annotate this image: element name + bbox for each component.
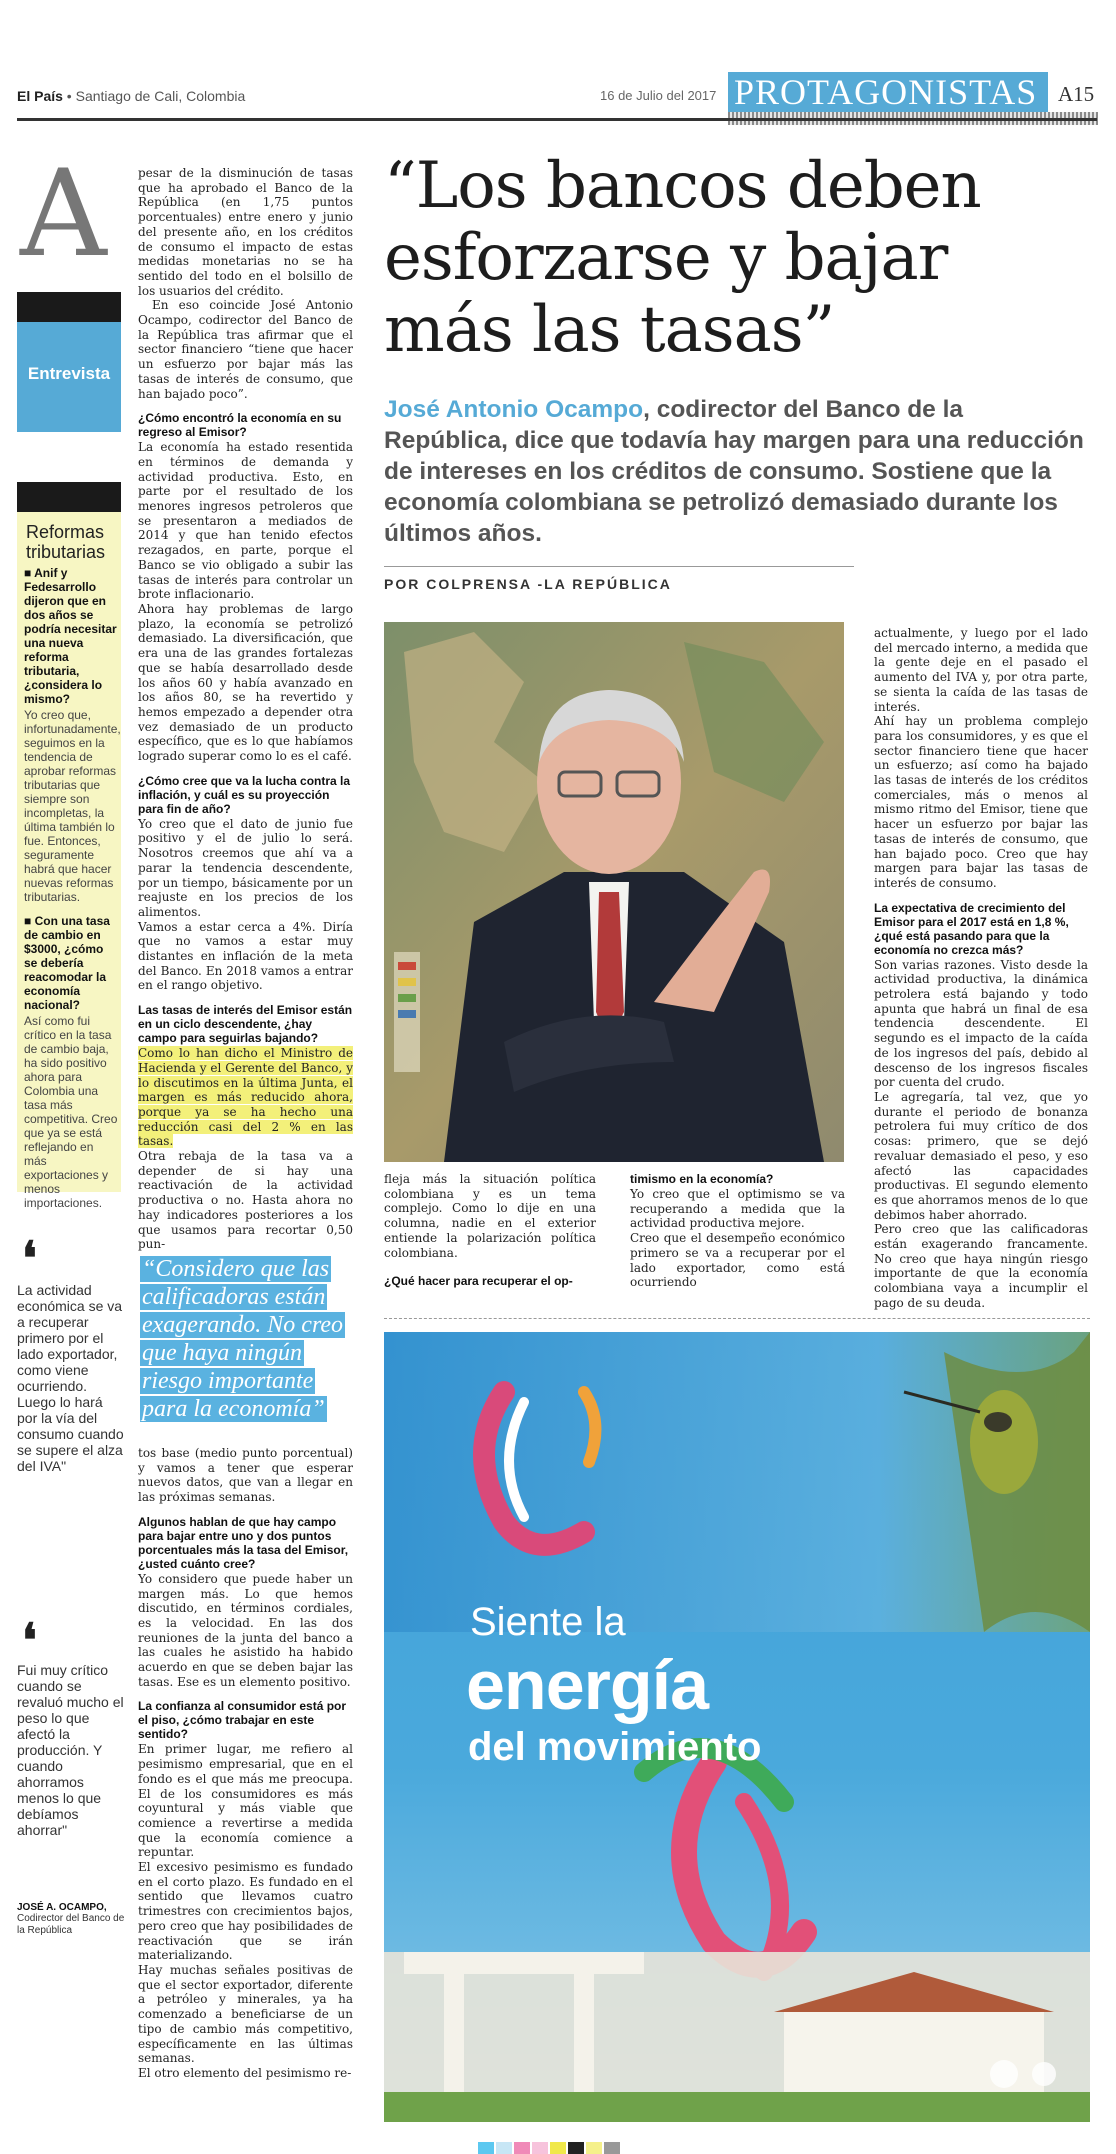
question: ¿Cómo cree que va la lucha contra la inflación, y cuál es su proyección para fin de año? xyxy=(138,773,351,816)
section-letter: A xyxy=(20,145,107,284)
column-4 xyxy=(874,626,1088,1311)
pull-quote-text: “Considero que las calificadoras están exagerando. No creo que haya ningún riesgo importante para la economía” xyxy=(142,1256,344,1422)
question: Las tasas de interés del Emisor están en un ciclo descendente, ¿hay campo para seguirlas bajando? xyxy=(138,1003,353,1046)
highlighted-answer: Como lo han dicho el Ministro de Hacienda y el Gerente del Banco, y lo discutimos en la última Junta, el margen es más reducido ahora, porque ya se ha hecho una reducción casi del 2 % en las tasas. xyxy=(138,1046,353,1149)
answer: tos base (medio punto porcentual) y vamos a tener que esperar nuevos datos, que van a llegar en las próximas semanas. xyxy=(138,1446,353,1505)
paragraph: fleja más la situación política colombiana y es un tema complejo. Como lo dije en una columna, nadie en el exterior entiende la polarización política colombiana. xyxy=(384,1172,596,1260)
sidebar-answer: Yo creo que, infortunadamente, seguimos en la tendencia de aprobar reformas tributarias que siempre son incompletas, la última también lo fue. Entonces, seguramente habrá que hacer nuevas reformas tributarias. xyxy=(24,708,121,904)
column-3 xyxy=(630,1172,845,1290)
paragraph: actualmente, y luego por el lado del mercado interno, a medida que la gente deje en el pasado el aumento del IVA y, por otra parte, se sienta la caída de las tasas de interés. xyxy=(874,626,1088,714)
question: timismo en la economía? xyxy=(630,1172,774,1186)
sidebar-answer: Así como fui crítico en la tasa de cambio baja, ha sido positivo ahora para Colombia una tasa más competitiva. Creo que ya se está reflejando en más exportaciones y menos importaciones. xyxy=(24,1014,118,1210)
question: ¿Cómo encontró la economía en su regreso al Emisor? xyxy=(138,411,342,440)
portrait-illustration xyxy=(384,622,844,1162)
attribution-name: JOSÉ A. OCAMPO, xyxy=(17,1902,107,1913)
question: ¿Qué hacer para recuperar el op- xyxy=(384,1274,573,1289)
byline-rule xyxy=(384,566,854,567)
masthead xyxy=(17,88,245,104)
column-1-bottom xyxy=(138,1446,353,2081)
ad-headline-3: del movimiento xyxy=(468,1725,762,1769)
answer: En primer lugar, me refiero al pesimismo empresarial, que en el fondo es el que más me preocupa. El de los consumidores es más coyuntural y más viable que comience a revertirse a medida que la economía comience a repuntar. xyxy=(138,1742,353,1860)
answer: Pero creo que las calificadoras están exagerando francamente. No creo que haya ningún riesgo importante de que la economía colombiana vaya a incumplir el pago de su deuda. xyxy=(874,1222,1088,1310)
quote-mark-icon: ❛ xyxy=(22,1231,37,1285)
paragraph: Ahí hay un problema complejo para los consumidores, y es que el sector financiero tiene que hacer un esfuerzo; así como ha bajado las tasas de interés de los créditos comerciales, más o menos al mismo ritmo del Emisor, tiene que hacer un esfuerzo por bajar las tasas de interés de consumo, que han bajado poco. Creo que hay margen para bajar las tasas de interés de consumo. xyxy=(874,714,1088,890)
publication-name: El País xyxy=(17,88,63,104)
lead-paragraph: pesar de la disminución de tasas que ha aprobado el Banco de la República (en 1,75 puntos porcentuales) entre enero y junio del presente año, en los créditos de consumo el impacto de estas medidas monetarias no se ha sentido del todo en el bolsillo de los usuarios del crédito. xyxy=(138,166,353,298)
deck-name: José Antonio Ocampo xyxy=(384,396,644,423)
column-1-top xyxy=(138,166,353,1252)
answer: Yo creo que el dato de junio fue positivo y el de julio lo será. Nosotros creemos que ahí va a parar la tendencia descendente, por un tiempo, básicamente por un reajuste en los precios de los alimentos. xyxy=(138,816,353,919)
question: La confianza al consumidor está por el piso, ¿cómo trabajar en este sentido? xyxy=(138,1699,347,1742)
quote-mark-icon: ❛ xyxy=(22,1613,37,1667)
registration-swatch xyxy=(568,2142,584,2154)
paragraph: En eso coincide José Antonio Ocampo, codirector del Banco de la República tras afirmar que el sector financiero “tiene que hacer un esfuerzo por bajar más las tasas de interés de consumo, que han bajado poco”. xyxy=(138,298,353,401)
issue-date: 16 de Julio del 2017 xyxy=(600,88,717,103)
sidebar-title: Reformas tributarias xyxy=(26,522,106,562)
answer: Yo considero que puede haber un margen más. Lo que hemos discutido, en términos cordiales, es la velocidad. En las dos reuniones de la junta del banco a las cuales he asistido ha habido acuerdo en que se deben bajar las tasas. Ese es un elemento positivo. xyxy=(138,1571,353,1689)
question: Algunos hablan de que hay campo para bajar entre uno y dos puntos porcentuales más la tasa del Emisor, ¿usted cuánto cree? xyxy=(138,1514,349,1571)
answer: Ahora hay problemas de largo plazo, la economía se petrolizó demasiado. La diversificación, que era una de las grandes fortalezas que se había desarrollado desde los años 60 y había avanzado en los años 80, se ha revertido y hemos empezado a depender otra vez demasiado de un producto específico, que es lo que habíamos logrado superar como lo es el café. xyxy=(138,601,353,764)
answer: Son varias razones. Visto desde la actividad productiva, la dinámica petrolera está bajando y todo apunta que habrá un final de esa tendencia descendente. El segundo es el impacto de la caída de los ingresos del país, debido al descenso de los ingresos fiscales por cuenta del crudo. xyxy=(874,957,1088,1090)
interview-tag: Entrevista xyxy=(27,364,111,383)
registration-swatch xyxy=(604,2142,620,2154)
answer: El excesivo pesimismo es fundado en el corto plazo. Es fundado en el sentido que llevamos cuatro trimestres con crecimientos bajos, pero creo que hay posibilidades de reactivación que se irán materializando. xyxy=(138,1860,353,1963)
rail-bar xyxy=(17,292,121,322)
location: • Santiago de Cali, Colombia xyxy=(62,88,246,104)
column-2 xyxy=(384,1172,596,1289)
sidebar-question: ■ Anif y Fedesarrollo dijeron que en dos años se podría necesitar una nueva reforma tributaria, ¿considera lo mismo? xyxy=(24,566,117,706)
answer: Creo que el desempeño económico primero se va a recuperar por el lado exportador, como está ocurriendo xyxy=(630,1231,845,1290)
question: La expectativa de crecimiento del Emisor para el 2017 está en 1,8 %, ¿qué está pasando para que la economía no crezca más? xyxy=(874,900,1069,957)
answer: Yo creo que el optimismo se va recuperando a medida que la actividad productiva mejore. xyxy=(630,1187,845,1231)
ad-headline-2: energía xyxy=(466,1646,708,1724)
answer: Hay muchas señales positivas de que el sector exportador, diferente a petróleo y minerales, ya ha comenzado a beneficiarse de un tipo de cambio más competitivo, específicamente en las últimas semanas. xyxy=(138,1962,353,2066)
byline: POR COLPRENSA -LA REPÚBLICA xyxy=(384,576,672,592)
registration-swatch xyxy=(496,2142,512,2154)
sidebar-question: ■ Con una tasa de cambio en $3000, ¿cómo se debería reacomodar la economía nacional? xyxy=(24,914,110,1012)
sidebar-qa-list xyxy=(24,566,121,1210)
rail-bar-2 xyxy=(17,482,121,512)
answer: Otra rebaja de la tasa va a depender de si hay una reactivación de la actividad productiva o no. Hasta ahora no hay indicadores posteriores a los que usamos para recortar 0,50 pun- xyxy=(138,1149,353,1252)
answer: El otro elemento del pesimismo re- xyxy=(138,2065,352,2080)
ad-separator xyxy=(384,1318,1090,1319)
deck-text: , codirector del Banco de la República, dice que todavía hay margen para una reducción de intereses en los créditos de consumo. Sostiene que la economía colombiana se petrolizó demasiado durante los últimos años. xyxy=(384,396,1084,547)
registration-swatch xyxy=(478,2142,494,2154)
quote-attribution xyxy=(17,1902,125,1937)
pull-quote xyxy=(140,1255,350,1423)
answer: Vamos a estar cerca a 4%. Diría que no vamos a estar muy distantes en inflación de la meta del Banco. En 2018 vamos a entrar en el rango objetivo. xyxy=(138,919,353,993)
headline: “Los bancos deben esforzarse y bajar más las tasas” xyxy=(384,149,981,367)
registration-swatch xyxy=(532,2142,548,2154)
section-name: PROTAGONISTAS xyxy=(728,72,1048,112)
rail-quote-2: Fui muy crítico cuando se revaluó mucho el peso lo que afectó la producción. Y cuando ahorramos menos lo que debíamos ahorrar" xyxy=(17,1662,124,1838)
registration-swatch xyxy=(514,2142,530,2154)
ad-headline-1: Siente la xyxy=(470,1600,626,1644)
answer: La economía ha estado resentida en términos de demanda y actividad productiva. Esto, en parte por el resultado de los menores ingresos petroleros que se presentaron a mediados de 2014 y que han tenido efectos rezagados, en parte, porque el Banco se vio obligado a subir las tasas de interés para controlar un brote inflacionario. xyxy=(138,440,353,602)
registration-swatch xyxy=(586,2142,602,2154)
page-number: A15 xyxy=(1058,82,1095,106)
header-rule xyxy=(17,118,1097,121)
portrait-photo xyxy=(384,622,844,1162)
deck xyxy=(384,394,1084,549)
registration-swatch xyxy=(550,2142,566,2154)
answer: Le agregaría, tal vez, que yo durante el periodo de bonanza petrolera fui muy crítico de dos cosas: primero, que se dejó revaluar demasiado el peso, y eso afectó las capacidades productivas. El segundo elemento es que ahorramos menos de lo que debimos haber ahorrado. xyxy=(874,1089,1088,1222)
rail-quote-1: La actividad económica se va a recuperar primero por el lado exportador, como viene ocurriendo. Luego lo hará por la vía del consumo cuando se supere el alza del IVA" xyxy=(17,1282,124,1474)
attribution-role: Codirector del Banco de la República xyxy=(17,1913,125,1936)
